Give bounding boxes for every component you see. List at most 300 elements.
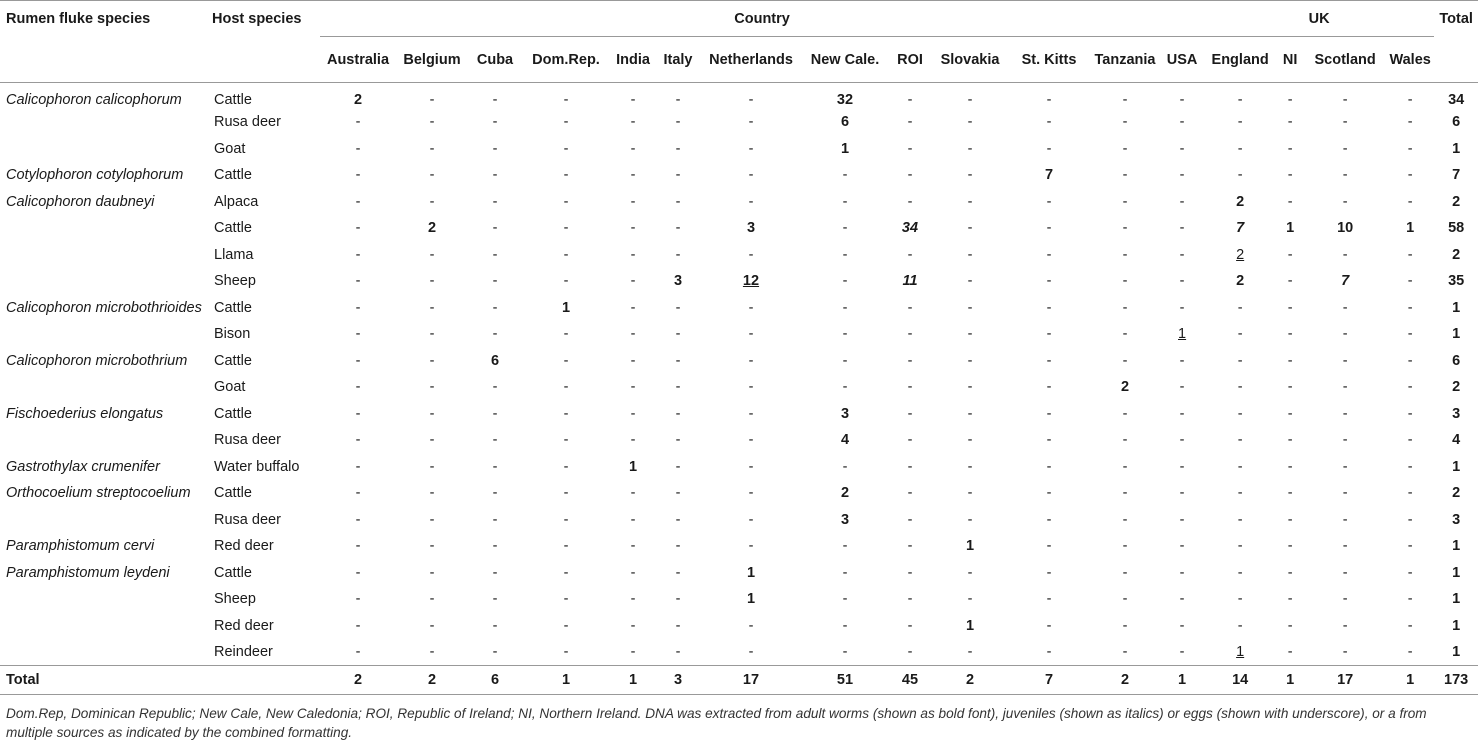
- count-cell: -: [1342, 352, 1348, 369]
- host-cell: Cattle: [214, 220, 252, 237]
- count-cell: -: [563, 644, 569, 660]
- count-cell: -: [967, 114, 973, 131]
- count-cell: -: [429, 564, 435, 581]
- count-cell: -: [429, 246, 435, 263]
- count-cell: -: [1287, 167, 1293, 184]
- count-cell: -: [907, 405, 913, 422]
- count-cell: -: [630, 564, 636, 581]
- count-cell: -: [1122, 511, 1128, 528]
- row-total-cell: 1: [1452, 538, 1461, 555]
- count-cell: -: [1342, 432, 1348, 449]
- count-cell: -: [429, 352, 435, 369]
- species-cell: [0, 374, 212, 401]
- count-cell: -: [748, 246, 754, 263]
- count-cell: -: [630, 432, 636, 449]
- count-cell: -: [1122, 352, 1128, 369]
- count-cell: -: [1179, 273, 1185, 290]
- count-cell: -: [967, 92, 973, 108]
- table-row: [0, 321, 1478, 348]
- count-cell: -: [355, 564, 361, 581]
- table-row: [0, 242, 1478, 269]
- count-cell: -: [1287, 193, 1293, 210]
- count-cell: -: [355, 617, 361, 634]
- count-cell: -: [1237, 511, 1243, 528]
- count-cell: -: [675, 405, 681, 422]
- count-cell: -: [355, 167, 361, 184]
- count-cell: -: [492, 379, 498, 396]
- count-cell: -: [429, 485, 435, 502]
- count-cell: -: [675, 485, 681, 502]
- count-cell: -: [748, 485, 754, 502]
- host-cell: Cattle: [214, 167, 252, 184]
- count-cell: -: [1407, 538, 1413, 555]
- column-total-cell: 1: [1286, 672, 1295, 688]
- host-cell: Cattle: [214, 352, 252, 369]
- count-cell: -: [630, 92, 636, 108]
- count-cell: -: [429, 511, 435, 528]
- count-cell: -: [429, 167, 435, 184]
- count-cell: -: [1046, 326, 1052, 343]
- count-cell: -: [563, 114, 569, 131]
- row-total-cell: 7: [1452, 167, 1461, 184]
- count-cell: -: [429, 92, 435, 108]
- count-cell: -: [1046, 617, 1052, 634]
- count-cell: -: [1287, 299, 1293, 316]
- count-cell: -: [563, 485, 569, 502]
- count-cell: -: [1407, 352, 1413, 369]
- species-cell: Calicophoron microbothrium: [6, 352, 188, 369]
- table-row: [0, 268, 1478, 295]
- count-cell: -: [492, 538, 498, 555]
- count-cell: -: [907, 485, 913, 502]
- column-total-cell: 14: [1232, 672, 1249, 688]
- count-cell: -: [1237, 458, 1243, 475]
- count-cell: 3: [840, 511, 850, 528]
- count-cell: -: [675, 299, 681, 316]
- count-cell: 1: [1406, 220, 1415, 237]
- host-cell: Llama: [214, 246, 254, 263]
- count-cell: -: [563, 591, 569, 608]
- count-cell: -: [1122, 432, 1128, 449]
- host-cell: Goat: [214, 140, 246, 157]
- count-cell: -: [1407, 564, 1413, 581]
- table-row: [0, 83, 1478, 110]
- count-cell: -: [563, 273, 569, 290]
- count-cell: -: [675, 193, 681, 210]
- count-cell: -: [1179, 538, 1185, 555]
- count-cell: -: [492, 193, 498, 210]
- count-cell: 3: [673, 273, 683, 290]
- host-cell: Bison: [214, 326, 251, 343]
- count-cell: 1: [1236, 644, 1245, 660]
- count-cell: -: [429, 405, 435, 422]
- count-cell: -: [630, 246, 636, 263]
- count-cell: 6: [490, 352, 500, 369]
- count-cell: -: [967, 379, 973, 396]
- species-cell: [0, 586, 212, 613]
- count-cell: -: [563, 326, 569, 343]
- count-cell: -: [748, 644, 754, 660]
- count-cell: -: [907, 432, 913, 449]
- count-cell: -: [842, 246, 848, 263]
- header-row-1: [0, 1, 1478, 37]
- count-cell: -: [355, 114, 361, 131]
- host-cell: Cattle: [214, 92, 252, 108]
- row-total-cell: 2: [1452, 246, 1461, 263]
- count-cell: -: [1179, 511, 1185, 528]
- count-cell: -: [1342, 538, 1348, 555]
- count-cell: -: [967, 458, 973, 475]
- table-row: [0, 348, 1478, 375]
- host-cell: Cattle: [214, 405, 252, 422]
- row-total-cell: 35: [1448, 273, 1465, 290]
- count-cell: -: [748, 140, 754, 157]
- count-cell: -: [563, 193, 569, 210]
- count-cell: -: [1407, 299, 1413, 316]
- count-cell: -: [1287, 352, 1293, 369]
- count-cell: -: [1046, 92, 1052, 108]
- count-cell: -: [1407, 591, 1413, 608]
- row-total-cell: 1: [1452, 326, 1461, 343]
- count-cell: -: [1179, 644, 1185, 660]
- row-total-cell: 1: [1452, 564, 1461, 581]
- count-cell: -: [630, 114, 636, 131]
- count-cell: 7: [1044, 167, 1054, 184]
- count-cell: -: [967, 220, 973, 237]
- count-cell: -: [1407, 246, 1413, 263]
- column-header: Italy: [663, 51, 693, 68]
- host-cell: Sheep: [214, 273, 256, 290]
- count-cell: -: [1287, 644, 1293, 660]
- count-cell: -: [563, 538, 569, 555]
- row-total-cell: 58: [1448, 220, 1465, 237]
- count-cell: -: [355, 538, 361, 555]
- count-cell: -: [630, 299, 636, 316]
- row-total-cell: 1: [1452, 591, 1461, 608]
- count-cell: -: [748, 352, 754, 369]
- count-cell: -: [1237, 405, 1243, 422]
- count-cell: -: [1179, 458, 1185, 475]
- count-cell: -: [1122, 193, 1128, 210]
- count-cell: -: [748, 511, 754, 528]
- count-cell: -: [1407, 405, 1413, 422]
- count-cell: -: [1342, 591, 1348, 608]
- count-cell: -: [842, 299, 848, 316]
- count-cell: -: [1407, 140, 1413, 157]
- column-total-cell: 6: [490, 672, 500, 688]
- count-cell: -: [429, 299, 435, 316]
- column-header: Tanzania: [1094, 51, 1156, 68]
- host-cell: Cattle: [214, 299, 252, 316]
- count-cell: -: [1046, 273, 1052, 290]
- count-cell: -: [492, 140, 498, 157]
- count-cell: -: [1287, 591, 1293, 608]
- count-cell: -: [630, 167, 636, 184]
- species-cell: [0, 268, 212, 295]
- count-cell: -: [492, 114, 498, 131]
- count-cell: -: [1179, 591, 1185, 608]
- count-cell: -: [1342, 299, 1348, 316]
- row-total-cell: 1: [1452, 617, 1461, 634]
- count-cell: -: [1287, 379, 1293, 396]
- count-cell: 12: [742, 273, 760, 290]
- row-total-cell: 1: [1452, 140, 1461, 157]
- count-cell: -: [1179, 379, 1185, 396]
- count-cell: -: [429, 193, 435, 210]
- count-cell: -: [748, 458, 754, 475]
- count-cell: -: [563, 379, 569, 396]
- count-cell: -: [1237, 326, 1243, 343]
- species-cell: Paramphistomum leydeni: [6, 564, 170, 581]
- count-cell: -: [563, 92, 569, 108]
- count-cell: -: [355, 193, 361, 210]
- table-row: [0, 215, 1478, 242]
- count-cell: 1: [746, 564, 756, 581]
- count-cell: -: [630, 379, 636, 396]
- count-cell: -: [675, 511, 681, 528]
- count-cell: -: [1122, 458, 1128, 475]
- table-footnote: Dom.Rep, Dominican Republic; New Cale, New Caledonia; ROI, Republic of Ireland; NI, Northern Ireland. DNA was extracted from adult worms (shown as bold font), juveniles (shown as italics) or eggs (shown with underscore), or a from multiple sources as indicated by the combined formatting.: [6, 706, 1427, 740]
- count-cell: -: [842, 591, 848, 608]
- total-row: [0, 666, 1478, 695]
- count-cell: -: [1179, 352, 1185, 369]
- count-cell: -: [1287, 432, 1293, 449]
- count-cell: 2: [1120, 379, 1130, 396]
- count-cell: -: [1179, 92, 1185, 108]
- count-cell: -: [907, 511, 913, 528]
- count-cell: -: [842, 352, 848, 369]
- count-cell: -: [1046, 405, 1052, 422]
- count-cell: -: [355, 140, 361, 157]
- table-row: [0, 136, 1478, 163]
- count-cell: -: [842, 193, 848, 210]
- count-cell: 1: [746, 591, 756, 608]
- count-cell: -: [907, 193, 913, 210]
- count-cell: -: [1046, 299, 1052, 316]
- count-cell: -: [1179, 167, 1185, 184]
- count-cell: -: [1237, 299, 1243, 316]
- count-cell: -: [675, 617, 681, 634]
- count-cell: -: [748, 405, 754, 422]
- count-cell: -: [492, 299, 498, 316]
- count-cell: -: [492, 246, 498, 263]
- count-cell: -: [675, 246, 681, 263]
- count-cell: 2: [1236, 246, 1245, 263]
- count-cell: -: [1342, 564, 1348, 581]
- count-cell: 1: [965, 617, 975, 634]
- count-cell: -: [748, 379, 754, 396]
- host-cell: Sheep: [214, 591, 256, 608]
- count-cell: -: [1237, 485, 1243, 502]
- count-cell: -: [563, 564, 569, 581]
- count-cell: -: [1046, 511, 1052, 528]
- column-total-cell: 2: [427, 672, 437, 688]
- count-cell: 2: [1236, 193, 1245, 210]
- count-cell: -: [675, 220, 681, 237]
- count-cell: -: [630, 591, 636, 608]
- count-cell: -: [630, 273, 636, 290]
- count-cell: -: [1237, 352, 1243, 369]
- count-cell: -: [907, 246, 913, 263]
- species-cell: [0, 109, 212, 136]
- column-total-cell: 1: [1178, 672, 1187, 688]
- count-cell: -: [842, 617, 848, 634]
- row-total-cell: 2: [1452, 193, 1461, 210]
- header-uk-group: UK: [1204, 1, 1434, 37]
- count-cell: -: [1046, 379, 1052, 396]
- count-cell: -: [1287, 458, 1293, 475]
- count-cell: -: [492, 591, 498, 608]
- count-cell: -: [355, 379, 361, 396]
- count-cell: -: [1407, 167, 1413, 184]
- column-header: Belgium: [403, 51, 461, 68]
- species-cell: [0, 427, 212, 454]
- species-cell: [0, 215, 212, 242]
- table-row: [0, 427, 1478, 454]
- grand-total-cell: 173: [1444, 672, 1469, 688]
- species-cell: Calicophoron daubneyi: [6, 193, 155, 210]
- count-cell: -: [492, 326, 498, 343]
- count-cell: -: [1287, 326, 1293, 343]
- count-cell: -: [492, 564, 498, 581]
- count-cell: -: [1122, 299, 1128, 316]
- count-cell: -: [1407, 432, 1413, 449]
- count-cell: -: [1237, 140, 1243, 157]
- count-cell: -: [1407, 273, 1413, 290]
- table-row: [0, 507, 1478, 534]
- count-cell: -: [748, 617, 754, 634]
- count-cell: -: [630, 405, 636, 422]
- count-cell: -: [355, 591, 361, 608]
- count-cell: -: [675, 114, 681, 131]
- host-cell: Rusa deer: [214, 432, 281, 449]
- count-cell: -: [630, 511, 636, 528]
- count-cell: -: [1046, 564, 1052, 581]
- species-cell: Fischoederius elongatus: [6, 405, 164, 422]
- count-cell: -: [355, 432, 361, 449]
- table-row: [0, 560, 1478, 587]
- count-cell: -: [675, 140, 681, 157]
- count-cell: 7: [1341, 273, 1350, 290]
- column-header: Australia: [326, 51, 390, 68]
- count-cell: -: [1407, 617, 1413, 634]
- total-host-blank: [212, 666, 320, 695]
- count-cell: -: [1287, 140, 1293, 157]
- table-row: [0, 162, 1478, 189]
- count-cell: -: [842, 644, 848, 660]
- count-cell: -: [1342, 617, 1348, 634]
- header-species: Rumen fluke species: [6, 10, 151, 27]
- count-cell: -: [675, 564, 681, 581]
- count-cell: -: [1342, 114, 1348, 131]
- count-cell: -: [429, 538, 435, 555]
- count-cell: -: [675, 591, 681, 608]
- count-cell: -: [748, 193, 754, 210]
- count-cell: -: [1237, 617, 1243, 634]
- count-cell: -: [842, 564, 848, 581]
- count-cell: -: [492, 511, 498, 528]
- table-row: [0, 109, 1478, 136]
- table-row: [0, 533, 1478, 560]
- count-cell: -: [748, 432, 754, 449]
- count-cell: -: [675, 379, 681, 396]
- count-cell: -: [1122, 405, 1128, 422]
- table-row: [0, 454, 1478, 481]
- count-cell: -: [1407, 114, 1413, 131]
- count-cell: -: [563, 246, 569, 263]
- count-cell: -: [1342, 193, 1348, 210]
- count-cell: -: [1122, 220, 1128, 237]
- count-cell: -: [355, 326, 361, 343]
- count-cell: -: [355, 511, 361, 528]
- count-cell: -: [1046, 114, 1052, 131]
- count-cell: -: [967, 405, 973, 422]
- row-total-cell: 1: [1452, 299, 1461, 316]
- column-header: USA: [1166, 51, 1198, 68]
- count-cell: -: [492, 617, 498, 634]
- count-cell: 2: [1236, 273, 1245, 290]
- count-cell: 1: [965, 538, 975, 555]
- column-header: New Cale.: [810, 51, 880, 68]
- host-cell: Red deer: [214, 538, 274, 555]
- count-cell: -: [748, 92, 754, 108]
- count-cell: 10: [1337, 220, 1354, 237]
- host-cell: Alpaca: [214, 193, 259, 210]
- count-cell: -: [429, 273, 435, 290]
- count-cell: -: [675, 92, 681, 108]
- count-cell: -: [1179, 220, 1185, 237]
- row-total-cell: 2: [1452, 379, 1461, 396]
- count-cell: -: [1237, 379, 1243, 396]
- count-cell: -: [675, 167, 681, 184]
- column-total-cell: 51: [836, 672, 854, 688]
- column-header: Dom.Rep.: [532, 51, 600, 68]
- column-total-cell: 2: [1120, 672, 1130, 688]
- count-cell: -: [492, 92, 498, 108]
- count-cell: -: [630, 220, 636, 237]
- species-cell: Gastrothylax crumenifer: [6, 458, 160, 475]
- header-row-2: [0, 37, 1478, 83]
- count-cell: -: [429, 591, 435, 608]
- count-cell: -: [1179, 193, 1185, 210]
- column-header: India: [616, 51, 650, 68]
- header-country-group: Country: [320, 1, 1204, 37]
- count-cell: -: [907, 326, 913, 343]
- count-cell: -: [1342, 246, 1348, 263]
- count-cell: -: [967, 273, 973, 290]
- count-cell: 3: [746, 220, 756, 237]
- species-cell: Cotylophoron cotylophorum: [6, 167, 184, 184]
- count-cell: -: [1179, 140, 1185, 157]
- count-cell: -: [563, 405, 569, 422]
- count-cell: -: [1287, 273, 1293, 290]
- count-cell: -: [630, 485, 636, 502]
- count-cell: -: [492, 220, 498, 237]
- count-cell: -: [1046, 193, 1052, 210]
- count-cell: -: [355, 458, 361, 475]
- column-header: ROI: [897, 51, 923, 68]
- count-cell: -: [492, 405, 498, 422]
- count-cell: 1: [628, 458, 638, 475]
- count-cell: -: [842, 167, 848, 184]
- row-total-cell: 2: [1452, 485, 1461, 502]
- table-row: [0, 189, 1478, 216]
- count-cell: -: [563, 432, 569, 449]
- count-cell: -: [1237, 564, 1243, 581]
- count-cell: -: [1179, 564, 1185, 581]
- count-cell: -: [842, 326, 848, 343]
- count-cell: -: [429, 326, 435, 343]
